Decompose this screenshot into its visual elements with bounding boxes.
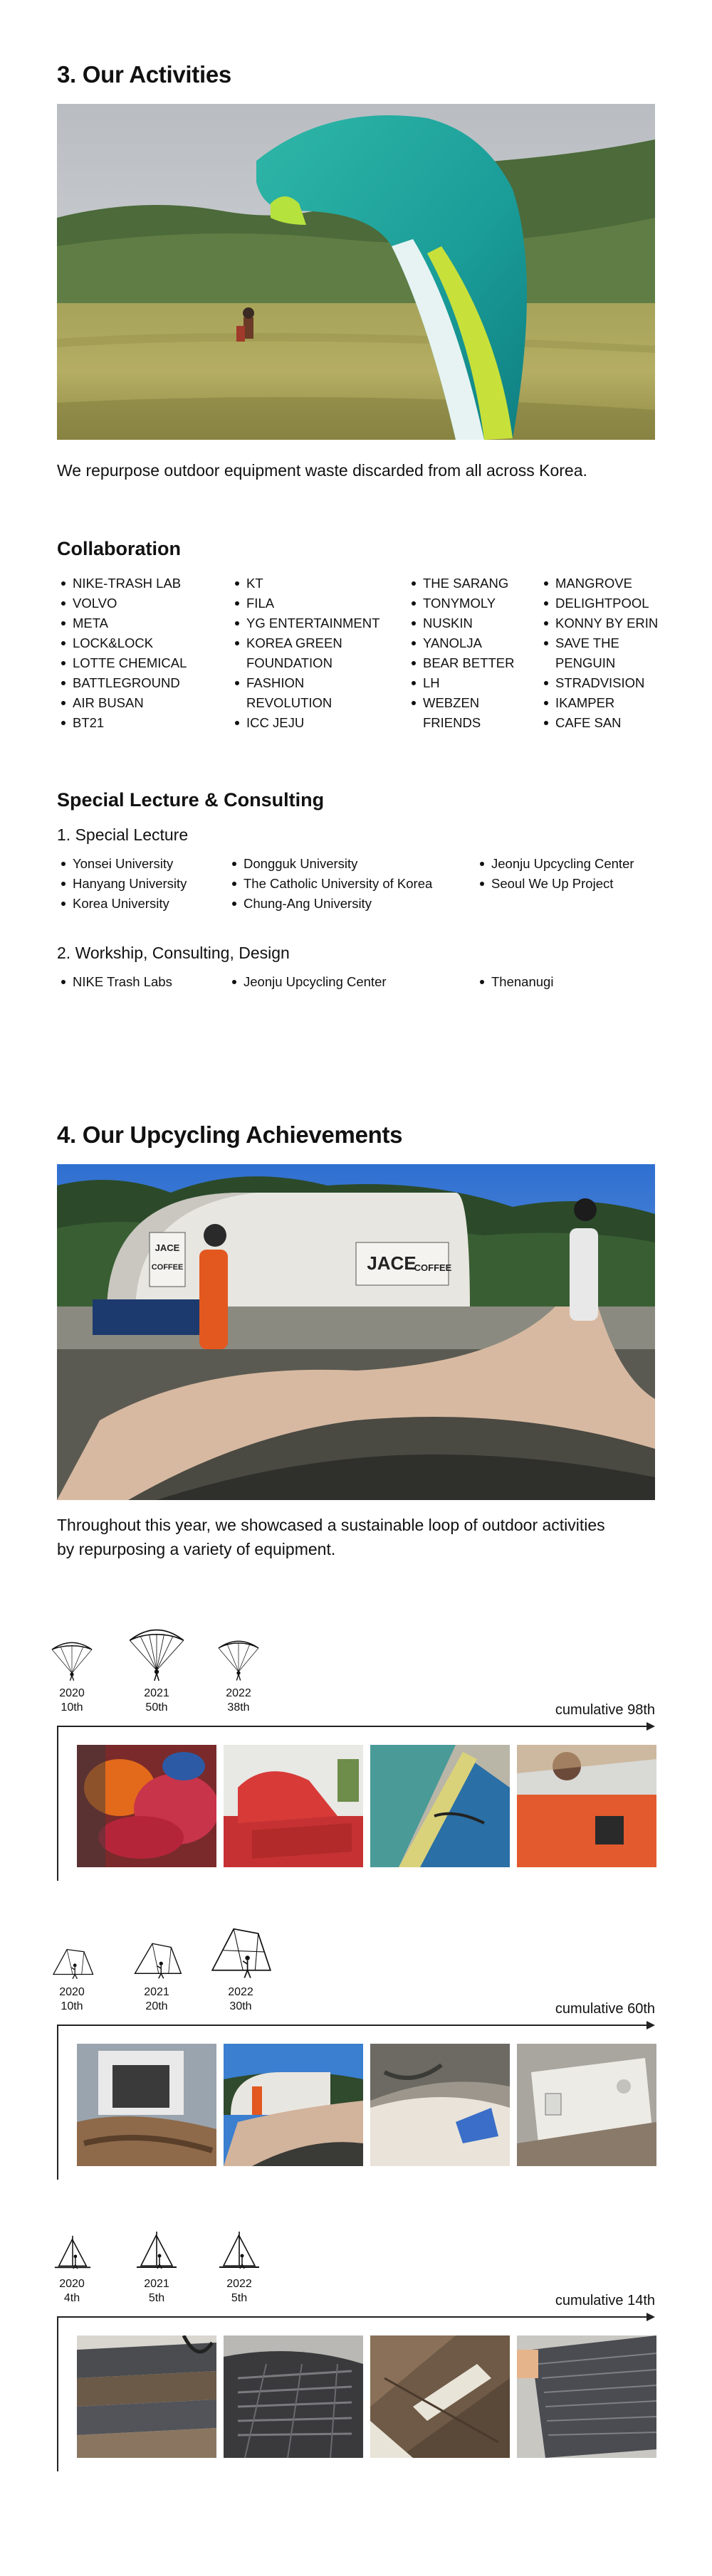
timeline-bracket	[57, 2316, 58, 2471]
tent-timeline	[0, 1914, 712, 2185]
paraglider-upcycle-photo	[77, 1745, 216, 1867]
collaborator-item: BEAR BETTER	[407, 653, 528, 673]
lecture-item: Seoul We Up Project	[476, 874, 682, 894]
achievements-description: Throughout this year, we showcased a sustainable loop of outdoor activities by repurposing a variety of equipment.	[57, 1516, 605, 1558]
collaborator-item: LOCK&LOCK	[57, 633, 214, 653]
workshop-column-3	[476, 972, 682, 992]
paraglider-upcycle-photo	[370, 1745, 510, 1867]
timeline-arrow-icon	[646, 2021, 655, 2029]
workshop-item: Thenanugi	[476, 972, 682, 992]
activities-description: We repurpose outdoor equipment waste discarded from all across Korea.	[57, 461, 587, 480]
sail-timeline	[0, 2206, 712, 2476]
timeline-axis	[57, 1726, 648, 1727]
lecture-item: Chung-Ang University	[228, 894, 463, 914]
collaborator-item: WEBZEN FRIENDS	[407, 693, 493, 733]
paraglider-upcycle-photo	[224, 1745, 363, 1867]
year-label: 2021 20th	[144, 1986, 169, 2012]
paraglider-timeline	[0, 1615, 712, 1886]
collaborator-item: YANOLJA	[407, 633, 528, 653]
sign-coffee-text: COFFEE	[151, 1263, 184, 1272]
collaborator-item: BATTLEGROUND	[57, 673, 214, 693]
year-label: 2022 38th	[226, 1687, 251, 1714]
lecture-item: Hanyang University	[57, 874, 228, 894]
special-lecture-column-3	[476, 854, 682, 894]
collaborator-item: STRADVISION	[540, 673, 675, 693]
sign-coffee-large-text: COFFEE	[414, 1262, 452, 1273]
workshop-item: Jeonju Upcycling Center	[228, 972, 463, 992]
timeline-arrow-icon	[646, 2313, 655, 2321]
collaborator-item: YG ENTERTAINMENT	[231, 613, 394, 633]
tent-upcycle-photo	[77, 2044, 216, 2166]
timeline-axis	[57, 2316, 648, 2318]
year-label: 2022 5th	[226, 2278, 252, 2304]
year-label: 2021 50th	[144, 1687, 169, 1714]
timeline-bracket	[57, 1726, 58, 1881]
collaborator-item: FILA	[231, 593, 394, 613]
tent-icon	[132, 1938, 182, 1981]
collaborator-item: AIR BUSAN	[57, 693, 214, 713]
tent-upcycle-photo	[224, 2044, 363, 2166]
sign-jace-text: JACE	[155, 1242, 180, 1253]
collaboration-column-4	[540, 574, 675, 733]
sailboat-icon	[51, 2234, 94, 2273]
collaborator-item: CAFE SAN	[540, 713, 675, 733]
sailboat-icon	[134, 2230, 179, 2273]
paraglider-icon	[127, 1622, 187, 1682]
sail-upcycle-photo	[77, 2335, 216, 2458]
collaborator-item: SAVE THE PENGUIN	[540, 633, 625, 673]
collaborator-item: TONYMOLY	[407, 593, 528, 613]
tent-icon	[50, 1943, 95, 1981]
collaborator-item: NIKE-TRASH LAB	[57, 574, 214, 593]
collaborator-item: FASHION REVOLUTION	[231, 673, 345, 713]
collaborator-item: NUSKIN	[407, 613, 528, 633]
year-label: 2020 10th	[59, 1986, 85, 2012]
workshop-column-1	[57, 972, 228, 992]
special-lecture-title: 1. Special Lecture	[57, 825, 189, 844]
sail-upcycle-photo	[370, 2335, 510, 2458]
collaborator-item: BT21	[57, 713, 214, 733]
lecture-item: The Catholic University of Korea	[228, 874, 463, 894]
year-label: 2021 5th	[144, 2278, 169, 2304]
year-label: 2020 10th	[59, 1687, 85, 1714]
paraglider-photo	[57, 104, 655, 440]
tent-icon	[211, 1924, 272, 1981]
collaboration-column-2	[231, 574, 394, 733]
paraglider-icon	[214, 1634, 263, 1682]
collaborator-item: KONNY BY ERIN	[540, 613, 675, 633]
timeline-bracket	[57, 2025, 58, 2180]
special-lecture-column-2	[228, 854, 463, 914]
collaborator-item: KOREA GREEN FOUNDATION	[231, 633, 345, 673]
collaboration-column-1	[57, 574, 214, 733]
tent-upcycle-photo	[517, 2044, 656, 2166]
cumulative-count: cumulative 60th	[555, 2001, 655, 2017]
workshop-column-2	[228, 972, 463, 992]
timeline-arrow-icon	[646, 1722, 655, 1731]
year-label: 2022 30th	[228, 1986, 253, 2012]
lecture-item: Korea University	[57, 894, 228, 914]
lecture-title: Special Lecture & Consulting	[57, 789, 325, 811]
sail-upcycle-photo	[224, 2335, 363, 2458]
collaborator-item: ICC JEJU	[231, 713, 394, 733]
collaborator-item: KT	[231, 574, 394, 593]
collaborator-item: MANGROVE	[540, 574, 675, 593]
sign-jace-large-text: JACE	[367, 1252, 417, 1274]
collaborator-item: THE SARANG	[407, 574, 528, 593]
paraglider-icon	[47, 1637, 97, 1682]
year-label: 2020 4th	[59, 2278, 85, 2304]
collaboration-title: Collaboration	[57, 538, 181, 559]
tent-upcycle-photo	[370, 2044, 510, 2166]
workshop-item: NIKE Trash Labs	[57, 972, 228, 992]
timeline-axis	[57, 2025, 648, 2026]
cumulative-count: cumulative 98th	[555, 1702, 655, 1718]
lecture-item: Jeonju Upcycling Center	[476, 854, 682, 874]
tent-unfolding-photo	[57, 1164, 655, 1500]
lecture-item: Dongguk University	[228, 854, 463, 874]
special-lecture-column-1	[57, 854, 228, 914]
sailboat-icon	[216, 2230, 262, 2273]
collaborator-item: DELIGHTPOOL	[540, 593, 675, 613]
collaborator-item: IKAMPER	[540, 693, 675, 713]
workshop-title: 2. Workship, Consulting, Design	[57, 944, 290, 962]
collaborator-item: LOTTE CHEMICAL	[57, 653, 214, 673]
lecture-item: Yonsei University	[57, 854, 228, 874]
paraglider-upcycle-photo	[517, 1745, 656, 1867]
sail-upcycle-photo	[517, 2335, 656, 2458]
collaborator-item: LH	[407, 673, 528, 693]
achievements-title: 4. Our Upcycling Achievements	[57, 1121, 403, 1148]
cumulative-count: cumulative 14th	[555, 2293, 655, 2308]
collaborator-item: VOLVO	[57, 593, 214, 613]
collaborator-item: META	[57, 613, 214, 633]
activities-title: 3. Our Activities	[57, 61, 231, 88]
collaboration-column-3	[407, 574, 528, 733]
